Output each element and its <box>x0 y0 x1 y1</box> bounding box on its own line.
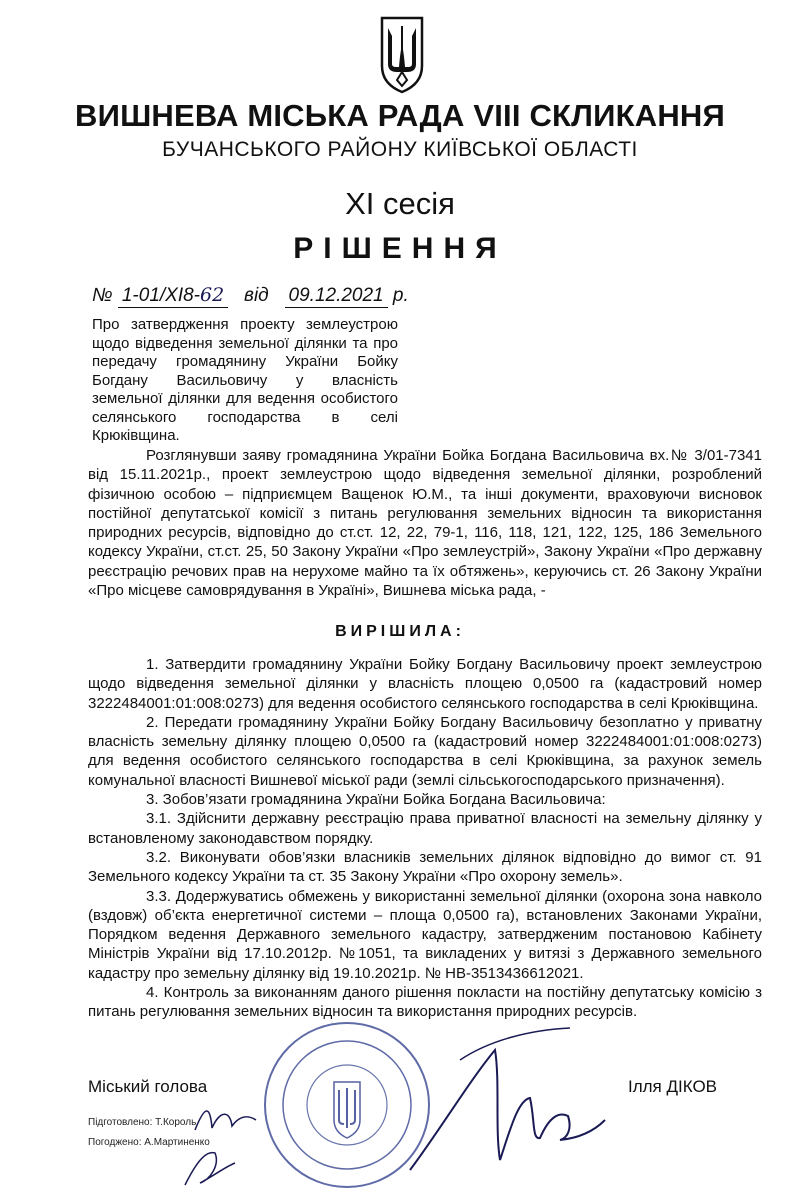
prepared-by: Підготовлено: Т.Король <box>88 1117 197 1128</box>
resolution-item: 3.1. Здійснити державну реєстрацію права приватної власності на земельну ділянку у встановленому законодавством порядку. <box>88 810 762 847</box>
council-title: ВИШНЕВА МІСЬКА РАДА VIII СКЛИКАННЯ <box>75 98 725 133</box>
resolution-item: 3.3. Додержуватись обмежень у використанні земельної ділянки (охорона зона навколо (вздовж) об’єкта енергетичної системи – площа 0,0500 га), встановлених Законами України, Порядком ведення Державного земельного кадастру, затвердженим постановою Кабінету Міністрів України від 17.10.2012р. №1051, та викладених у витязі з Державного земельного кадастру про земельну ділянку від 19.10.2021р. № НВ-3513436612021. <box>88 887 762 982</box>
document-type: РІШЕННЯ <box>293 232 507 265</box>
mayor-name: Ілля ДІКОВ <box>628 1077 718 1096</box>
decision-subject: Про затвердження проекту землеустрою щодо відведення земельної ділянки та про передачу громадянину України Бойку Богдану Васильовичу у власність земельної ділянки для ведення особистого селянського господарства в селі Крюківщина. <box>92 316 398 444</box>
resolution-item: 1. Затвердити громадянину України Бойку Богдану Васильовичу проект землеустрою щодо відведення земельної ділянки у власність площею 0,0500 га (кадастровий номер 3222484001:01:008:0273) для ведення особистого селянського господарства в селі Крюківщина. <box>88 656 762 712</box>
resolution-item: 3. Зобов’язати громадянина України Бойка Богдана Васильовича: <box>146 791 606 809</box>
resolved-heading: ВИРІШИЛА: <box>335 623 465 640</box>
mayor-label: Міський голова <box>88 1077 208 1096</box>
preamble-block <box>88 446 762 600</box>
prepared-signature-icon <box>190 1100 260 1140</box>
decision-date: 09.12.2021 <box>285 285 388 308</box>
number-label: № <box>92 285 113 306</box>
handwritten-signature-icon <box>400 1020 610 1180</box>
handwritten-number: 62 <box>200 284 225 306</box>
preamble-text: Розглянувши заяву громадянина України Бойка Богдана Васильовича вх.№ 3/01-7341 від 15.11.2021р., проект землеустрою щодо відведення земельної ділянки, розроблений фізичною особою – підприємцем Ващенок Ю.М., та інші документи, враховуючи висновок постійної депутатської комісії з питань регулювання земельних відносин та використання природних ресурсів, відповідно до ст.ст. 12, 22, 79-1, 116, 118, 121, 122, 125, 186 Земельного кодексу України, ст.ст. 25, 50 Закону України «Про землеустрій», Закону України «Про державну реєстрацію речових прав на нерухоме майно та їх обтяжень», керуючись ст. 26 Закону України «Про місцеве самоврядування в Україні», Вишнева міська рада, - <box>88 447 762 600</box>
session-title: ХІ сесія <box>345 186 455 221</box>
resolution-item: 3.2. Виконувати обов’язки власників земельних ділянок відповідно до вимог ст. 91 Земельного кодексу України та ст. 35 Закону України «Про охорону земель». <box>88 848 762 886</box>
decision-number: 1-01/ХІ8-62 <box>118 284 228 308</box>
agreed-signature-icon <box>180 1145 240 1190</box>
year-suffix: р. <box>392 285 409 306</box>
decision-number-line <box>92 284 409 308</box>
district-title: БУЧАНСЬКОГО РАЙОНУ КИЇВСЬКОЇ ОБЛАСТІ <box>162 138 638 161</box>
agreed-by: Погоджено: А.Мартиненко <box>88 1137 210 1148</box>
resolution-item: 4. Контроль за виконанням даного рішення покласти на постійну депутатську комісію з питань регулювання земельних відносин та використання природних ресурсів. <box>88 984 762 1021</box>
resolution-item: 2. Передати громадянину України Бойку Богдану Васильовичу безоплатно у приватну власність земельну ділянку площею 0,0500 га (кадастровий номер 3222484001:01:008:0273) для ведення особистого селянського господарства в селі Крюківщина, за рахунок земель комунальної власності Вишневої міської ради (землі сільськогосподарського призначення). <box>88 713 762 789</box>
from-label: від <box>244 285 269 306</box>
coat-of-arms-icon <box>378 14 426 94</box>
resolution-items <box>88 655 762 1022</box>
